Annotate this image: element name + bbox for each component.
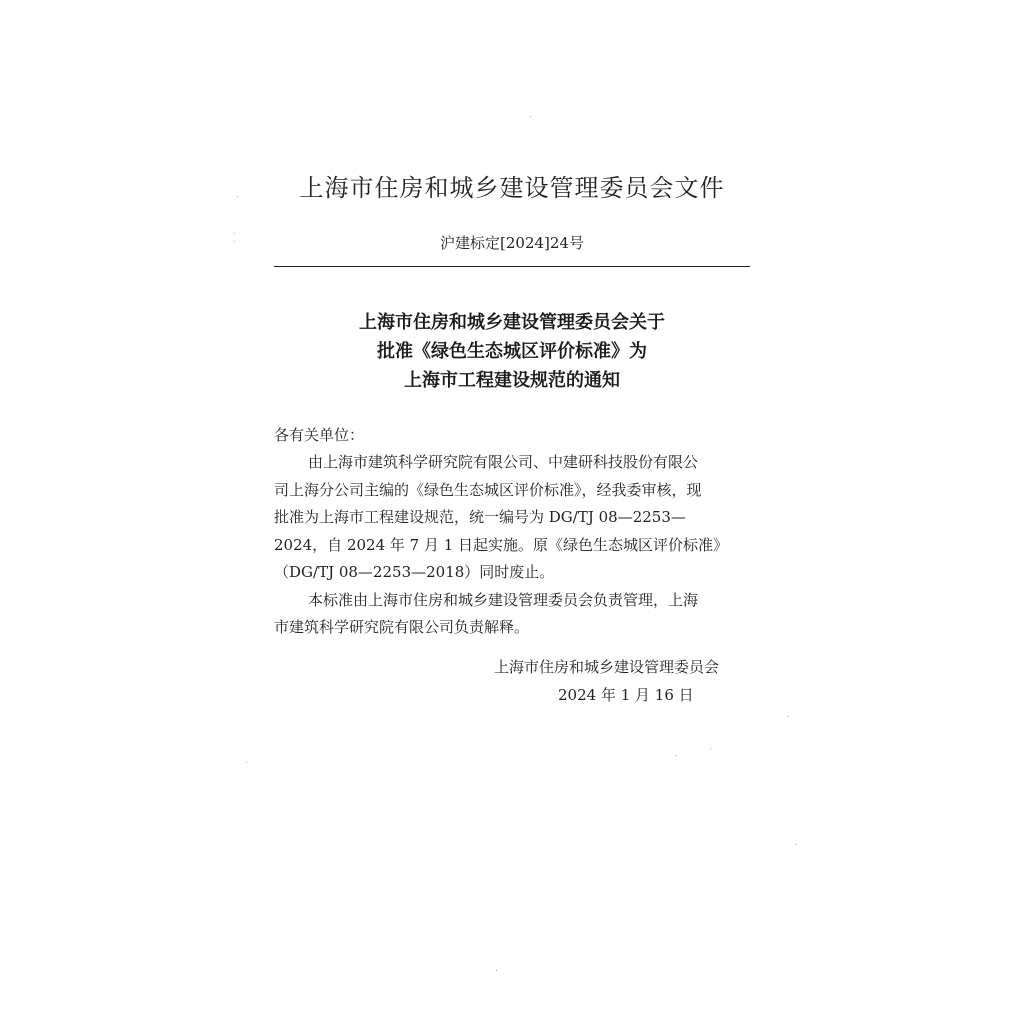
scan-speck bbox=[234, 241, 235, 242]
body-line: 司上海分公司主编的《绿色生态城区评价标准》，经我委审核，现 bbox=[274, 480, 702, 499]
scan-speck bbox=[234, 233, 235, 234]
issuer-signature: 上海市住房和城乡建设管理委员会 bbox=[494, 658, 720, 676]
scan-speck bbox=[496, 970, 497, 971]
scan-speck bbox=[246, 762, 247, 763]
issue-date: 2024 年 1 月 16 日 bbox=[558, 686, 694, 704]
notice-title-line: 上海市住房和城乡建设管理委员会关于 bbox=[359, 312, 665, 333]
body-line: 由上海市建筑科学研究院有限公司、中建研科技股份有限公 bbox=[308, 453, 699, 471]
body-line: 本标准由上海市住房和城乡建设管理委员会负责管理，上海 bbox=[308, 590, 699, 609]
scan-speck bbox=[676, 755, 677, 756]
scan-speck bbox=[710, 748, 711, 749]
header-divider-line bbox=[274, 266, 750, 267]
notice-title-line: 批准《绿色生态城区评价标准》为 bbox=[377, 341, 647, 362]
notice-title bbox=[0, 308, 1024, 395]
scan-speck bbox=[796, 844, 797, 845]
document-number: 沪建标定[2024]24号 bbox=[440, 234, 584, 252]
body-line: 批准为上海市工程建设规范，统一编号为 DG/TJ 08—2253— bbox=[274, 508, 686, 526]
scan-speck bbox=[237, 196, 238, 197]
notice-title-line: 上海市工程建设规范的通知 bbox=[404, 370, 620, 391]
scan-speck bbox=[530, 116, 531, 117]
body-line: 市建筑科学研究院有限公司负责解释。 bbox=[274, 618, 530, 636]
issuer-header-title: 上海市住房和城乡建设管理委员会文件 bbox=[299, 174, 725, 202]
notice-body bbox=[274, 449, 758, 642]
scan-speck bbox=[788, 716, 789, 717]
body-line: （DG/TJ 08—2253—2018）同时废止。 bbox=[274, 563, 555, 581]
salutation: 各有关单位： bbox=[274, 426, 365, 444]
body-line: 2024，自 2024 年 7 月 1 日起实施。原《绿色生态城区评价标准》 bbox=[274, 535, 729, 554]
